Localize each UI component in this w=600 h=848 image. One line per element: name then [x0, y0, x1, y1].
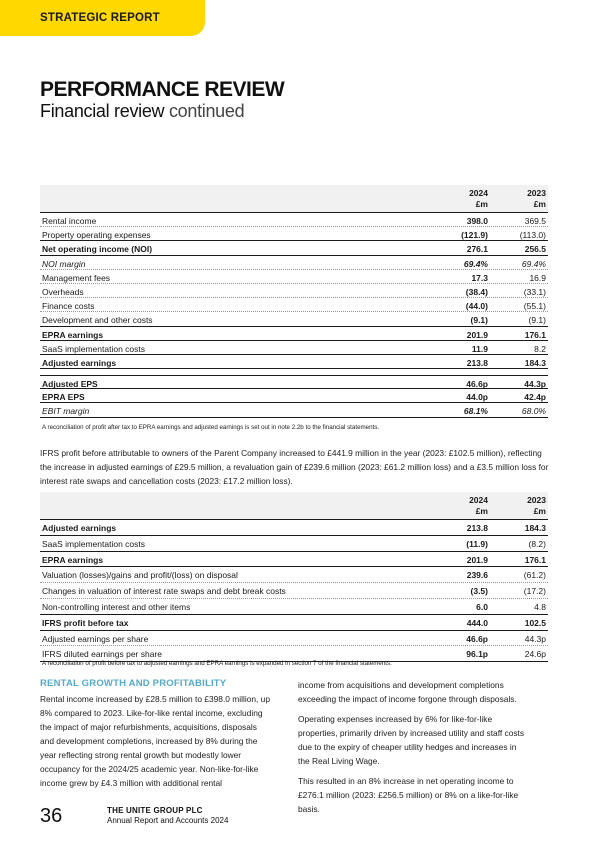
- value-2024: 444.0: [466, 617, 488, 628]
- report-name: Annual Report and Accounts 2024: [107, 816, 229, 825]
- row-label: Rental income: [42, 216, 97, 226]
- table1-note: A reconciliation of profit after tax to EPRA earnings and adjusted earnings is set out in note 2.2b to the financial statements.: [42, 424, 380, 431]
- value-2023: (61.2): [523, 570, 546, 581]
- table-row: [40, 615, 548, 631]
- table-row: [40, 213, 548, 227]
- row-label: Management fees: [42, 272, 111, 283]
- value-2024: 398.0: [466, 216, 488, 226]
- value-2024: 46.6p: [466, 379, 488, 390]
- row-label: IFRS profit before tax: [42, 617, 129, 628]
- subtitle-continued: continued: [168, 101, 245, 121]
- page-title: PERFORMANCE REVIEW: [40, 78, 285, 101]
- table-row: [40, 552, 548, 568]
- value-2023: 68.0%: [521, 406, 546, 417]
- col-year: 2023: [527, 188, 546, 198]
- row-label: EPRA earnings: [42, 554, 104, 565]
- table-row: [40, 227, 548, 241]
- col-year: 2024: [469, 188, 488, 198]
- table-row: [40, 284, 548, 298]
- value-2024: 201.9: [466, 554, 488, 565]
- row-label: Adjusted EPS: [42, 379, 98, 390]
- value-2023: 44.3p: [524, 379, 546, 390]
- table-row: [40, 270, 548, 284]
- value-2024: 201.9: [466, 329, 488, 340]
- value-2024: (3.5): [470, 586, 488, 597]
- value-2023: (8.2): [528, 538, 546, 549]
- table-row: [40, 631, 548, 647]
- value-2023: (55.1): [523, 301, 546, 312]
- table-row: [40, 375, 548, 389]
- value-2023: (113.0): [519, 230, 546, 241]
- section-title: RENTAL GROWTH AND PROFITABILITY: [40, 678, 227, 689]
- table-row: [40, 298, 548, 312]
- table2-note: A reconciliation of profit before tax to adjusted earnings and EPRA earnings is expanded in section 7 of the financial statements.: [42, 660, 392, 667]
- row-label: Finance costs: [42, 301, 95, 312]
- row-label: Development and other costs: [42, 315, 153, 326]
- value-2023: 16.9: [529, 272, 546, 283]
- row-label: Adjusted earnings per share: [42, 633, 149, 644]
- col-2023: [527, 495, 546, 517]
- col-2024: [469, 188, 488, 210]
- subtitle-main: Financial review: [40, 101, 165, 121]
- value-2023: (17.2): [523, 586, 546, 597]
- value-2023: (33.1): [523, 286, 546, 297]
- value-2024: 276.1: [466, 244, 488, 255]
- value-2023: 184.3: [524, 357, 546, 368]
- table-row: [40, 355, 548, 369]
- col-unit: £m: [475, 506, 488, 516]
- value-2023: 44.3p: [524, 633, 546, 644]
- table-row: [40, 599, 548, 615]
- table-row: [40, 256, 548, 270]
- row-label: EPRA earnings: [42, 329, 104, 340]
- value-2023: 369.5: [524, 216, 546, 226]
- page-subtitle: [40, 101, 244, 122]
- value-2023: 24.6p: [524, 649, 546, 660]
- page-number: 36: [40, 805, 63, 827]
- value-2024: 213.8: [466, 357, 488, 368]
- table-row: [40, 389, 548, 403]
- value-2024: (38.4): [465, 286, 488, 297]
- value-2023: 176.1: [524, 554, 546, 565]
- col-year: 2023: [527, 495, 546, 505]
- section-right-paragraph-3: This resulted in an 8% increase in net operating income to £276.1 million (2023: £256.5 million) or 8% on a like-for-like basis.: [298, 776, 519, 814]
- value-2024: 68.1%: [463, 406, 488, 417]
- value-2023: 42.4p: [524, 392, 546, 403]
- value-2024: 11.9: [471, 343, 488, 354]
- row-label: Adjusted earnings: [42, 523, 117, 533]
- table-row: [40, 341, 548, 355]
- col-year: 2024: [469, 495, 488, 505]
- row-label: Adjusted earnings: [42, 357, 117, 368]
- row-label: EPRA EPS: [42, 392, 85, 403]
- col-unit: £m: [475, 199, 488, 209]
- value-2024: 96.1p: [466, 649, 488, 660]
- row-label: Net operating income (NOI): [42, 244, 153, 255]
- value-2023: 69.4%: [521, 258, 546, 269]
- table-row: [40, 241, 548, 255]
- value-2023: 8.2: [534, 343, 546, 354]
- table-row: [40, 312, 548, 326]
- table-row: [40, 583, 548, 599]
- value-2024: 6.0: [476, 601, 488, 612]
- value-2024: 46.6p: [466, 633, 488, 644]
- section-tag-label: STRATEGIC REPORT: [40, 12, 160, 24]
- ifrs-paragraph: IFRS profit before attributable to owners of the Parent Company increased to £441.9 million in the year (2023: £102.5 million), reflecting the increase in adjusted earnings of £29.5 million, a revaluation gain of £239.6 million (2023: £61.2 million loss) and a £3.5 million loss for interest rate swaps and cancellation costs (2023: £17.2 million loss).: [40, 448, 549, 486]
- col-2024: [469, 495, 488, 517]
- row-label: Non-controlling interest and other items: [42, 601, 191, 612]
- value-2023: 176.1: [524, 329, 546, 340]
- row-label: Overheads: [42, 286, 84, 297]
- value-2024: 17.3: [471, 272, 488, 283]
- table-row: [40, 536, 548, 552]
- value-2024: 44.0p: [466, 392, 488, 403]
- row-label: SaaS implementation costs: [42, 538, 145, 549]
- company-name: THE UNITE GROUP PLC: [107, 806, 203, 815]
- col-2023: [527, 188, 546, 210]
- section-tag: [0, 0, 205, 36]
- row-label: SaaS implementation costs: [42, 343, 145, 354]
- earnings-table: [40, 185, 548, 418]
- ifrs-reconciliation-table: [40, 492, 548, 662]
- value-2023: 256.5: [524, 244, 546, 255]
- row-label: Valuation (losses)/gains and profit/(loss) on disposal: [42, 570, 238, 581]
- value-2024: (44.0): [465, 301, 488, 312]
- value-2024: (9.1): [470, 315, 488, 326]
- section-right-paragraph-1: income from acquisitions and development completions exceeding the impact of income forgone through disposals.: [298, 680, 517, 704]
- value-2023: 4.8: [534, 601, 546, 612]
- value-2024: 239.6: [466, 570, 488, 581]
- row-label: Changes in valuation of interest rate swaps and debt break costs: [42, 586, 286, 597]
- col-unit: £m: [533, 506, 546, 516]
- value-2023: 184.3: [524, 523, 546, 533]
- section-right-column: [298, 678, 530, 816]
- row-label: EBIT margin: [42, 406, 90, 417]
- table-header: [40, 492, 548, 519]
- value-2023: 102.5: [524, 617, 546, 628]
- value-2024: (11.9): [466, 538, 488, 549]
- section-right-paragraph-2: Operating expenses increased by 6% for like-for-like properties, primarily driven by increased utility and staff costs due to the expiry of cheaper utility hedges and increases in the Real Living Wage.: [298, 714, 525, 766]
- table-row: [40, 567, 548, 583]
- value-2024: (121.9): [461, 230, 488, 241]
- value-2024: 213.8: [466, 523, 488, 533]
- table-header: [40, 185, 548, 212]
- row-label: Property operating expenses: [42, 230, 151, 241]
- value-2023: (9.1): [528, 315, 546, 326]
- table-row: [40, 327, 548, 341]
- section-left-paragraph: Rental income increased by £28.5 million to £398.0 million, up 8% compared to 2023. Like-for-like rental income, excluding the impact of major refurbishments, acquisitions, disposals and development completions, increased by 8% during the year reflecting strong rental growth but modestly lower occupancy for the 2024/25 academic year. Non-like-for-like income grew by £4.3 million with additional rental: [40, 694, 270, 788]
- row-label: IFRS diluted earnings per share: [42, 649, 163, 660]
- table-row: [40, 520, 548, 536]
- value-2024: 69.4%: [463, 258, 488, 269]
- table-row: [40, 403, 548, 417]
- row-label: NOI margin: [42, 258, 86, 269]
- col-unit: £m: [533, 199, 546, 209]
